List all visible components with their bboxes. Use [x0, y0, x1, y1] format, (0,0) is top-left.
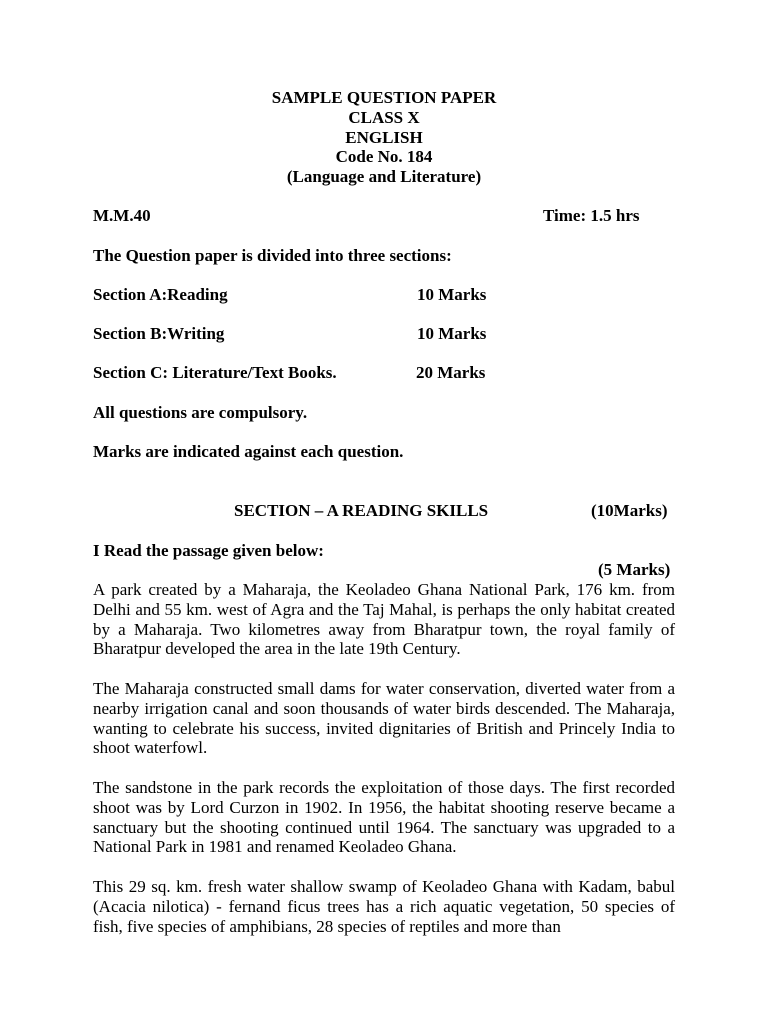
- section-a-total-marks: (10Marks): [591, 501, 668, 520]
- section-b-marks: 10 Marks: [417, 324, 487, 343]
- header-subject: ENGLISH: [345, 127, 423, 147]
- header-subtitle: (Language and Literature): [286, 167, 482, 187]
- question-instruction: I Read the passage given below:: [93, 541, 324, 560]
- paper-header: [0, 88, 768, 187]
- section-a-name: Section A:Reading: [93, 285, 228, 304]
- passage-paragraph: The sandstone in the park records the exploitation of those days. The first recorded shoot was by Lord Curzon in 1902. In 1956, the habitat shooting reserve became a sanctuary but the shooting continued until 1964. The sanctuary was upgraded to a National Park in 1981 and renamed Keoladeo Ghana.: [93, 778, 675, 857]
- header-title: SAMPLE QUESTION PAPER: [271, 88, 497, 107]
- passage-paragraph: This 29 sq. km. fresh water shallow swamp of Keoladeo Ghana with Kadam, babul (Acacia nilotica) - fernand ficus trees has a rich aquatic vegetation, 50 species of fish, five species of amphibians, 28 species of reptiles and more than: [93, 877, 675, 936]
- max-marks: M.M.40: [93, 206, 151, 225]
- section-c-marks: 20 Marks: [416, 363, 486, 382]
- instruction-marks: Marks are indicated against each question.: [93, 442, 404, 461]
- time-allowed: Time: 1.5 hrs: [543, 206, 640, 225]
- question-marks: (5 Marks): [598, 560, 671, 579]
- section-c-name: Section C: Literature/Text Books.: [93, 363, 337, 382]
- header-class: CLASS X: [348, 107, 420, 127]
- instruction-compulsory: All questions are compulsory.: [93, 403, 308, 422]
- header-code: Code No. 184: [335, 147, 433, 167]
- sections-intro: The Question paper is divided into three sections:: [93, 246, 452, 265]
- section-a-marks: 10 Marks: [417, 285, 487, 304]
- section-a-heading: SECTION – A READING SKILLS: [234, 501, 489, 520]
- passage-paragraph: A park created by a Maharaja, the Keoladeo Ghana National Park, 176 km. from Delhi and 55 km. west of Agra and the Taj Mahal, is perhaps the only habitat created by a Maharaja. Two kilometres away from Bharatpur town, the royal family of Bharatpur developed the area in the late 19th Century.: [93, 580, 675, 659]
- passage-paragraph: The Maharaja constructed small dams for water conservation, diverted water from a nearby irrigation canal and soon thousands of water birds descended. The Maharaja, wanting to celebrate his success, invited dignitaries of British and Princely India to shoot waterfowl.: [93, 679, 675, 758]
- section-b-name: Section B:Writing: [93, 324, 225, 343]
